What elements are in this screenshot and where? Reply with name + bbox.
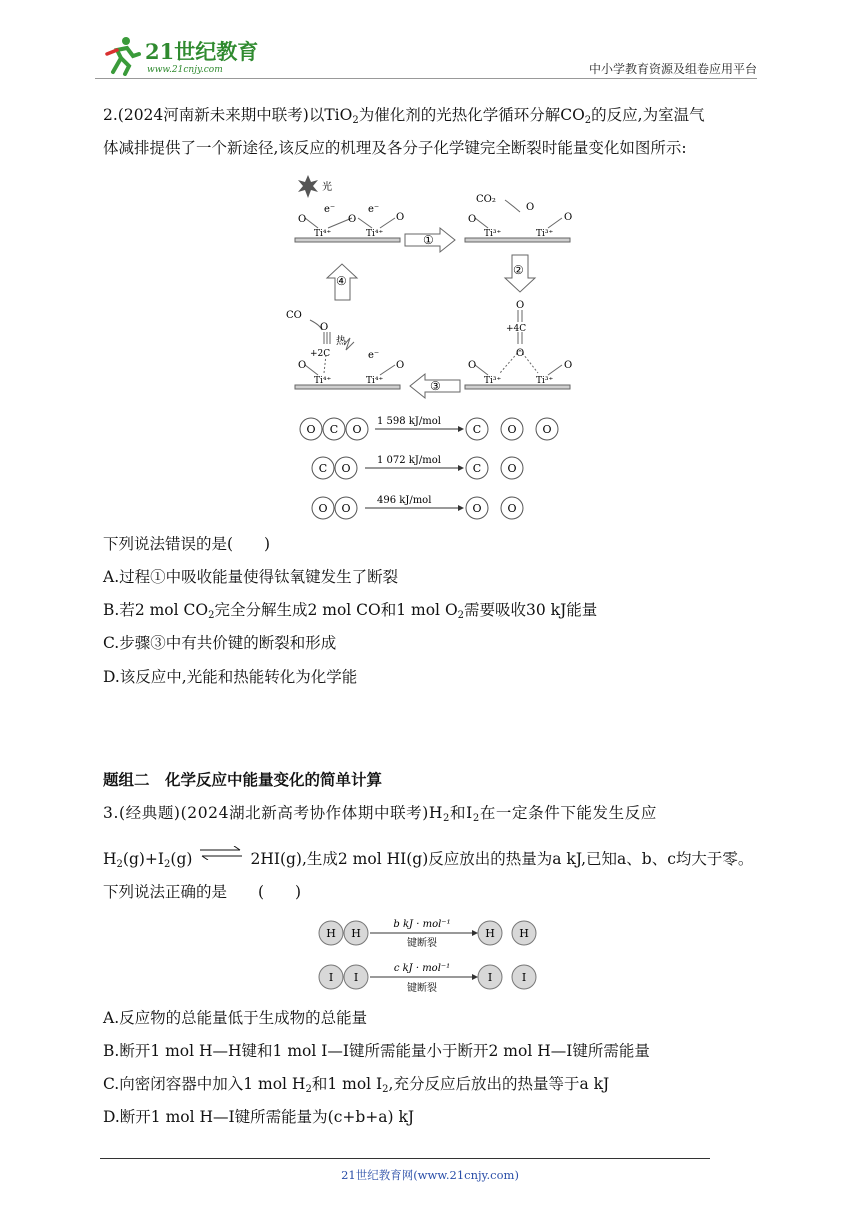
ti3-label: Ti³⁺ [484,376,502,386]
site-logo [95,32,265,76]
runner-icon [107,37,139,74]
curved-arrow [505,200,520,212]
heat-label: 热 [336,336,346,347]
step2-label: ② [513,263,524,277]
section-heading: 题组二 化学反应中能量变化的简单计算 [103,771,383,789]
atom-o: O [298,360,307,371]
atom-o: O [507,423,517,436]
hh-bond-energy: b kJ · mol⁻¹ [393,919,451,930]
q2-option-a: A.过程①中吸收能量使得钛氧键发生了断裂 [103,568,399,586]
atom-o: O [468,214,477,225]
step4-label: ④ [336,274,347,288]
light-burst-icon [298,175,318,198]
atom-h: H [519,927,529,940]
atom-o: O [472,502,482,515]
q3-option-c: C.向密闭容器中加入1 mol $H_2$和1 mol $I_2$,充分反应后放出的热量等于a kJ [103,1075,610,1095]
energy-label-co2: 1 598 kJ/mol [377,416,441,427]
atom-i: I [353,971,359,984]
footer-text[interactable]: 21世纪教育网(www.21cnjy.com) [341,1168,519,1182]
ii-break-label: 键断裂 [407,983,437,994]
q3-option-d: D.断开1 mol H—I键所需能量为(c+b+a) kJ [103,1108,415,1126]
atom-o: O [298,214,307,225]
q2-line2: 体减排提供了一个新途径,该反应的机理及各分子化学键完全断裂时能量变化如图所示: [103,139,687,157]
ti3-label: Ti³⁺ [484,229,502,239]
electron-label: e⁻ [368,204,380,215]
atom-i: I [521,971,527,984]
c4-label: +4C [506,324,527,334]
q2-mechanism-diagram [280,170,580,530]
atom-o: O [341,502,351,515]
q3-equation: $H_2(g)+I_2(g)$ 2HI(g),生成2 mol HI(g)反应放出的热量为a kJ,已知a、b、c均大于零。 [103,846,753,876]
step3-label: ③ [430,379,441,393]
co2-label: CO₂ [476,194,496,205]
ti3-label: Ti³⁺ [536,229,554,239]
atom-c: C [472,423,482,436]
catalyst-surface [465,238,570,242]
atom-o: O [468,360,477,371]
atom-o: O [352,423,362,436]
q3-line1: 3.(经典题)(2024湖北新高考协作体期中联考)$H_2$和$I_2$在一定条件下能发生反应 [103,804,657,824]
logo-text: 21世纪教育 [145,39,259,64]
electron-label: e⁻ [324,204,336,215]
atom-h: H [485,927,495,940]
page-header [95,30,757,80]
ti4-label: Ti⁴⁺ [366,229,384,239]
q3-option-b: B.断开1 mol H—H键和1 mol I—I键所需能量小于断开2 mol H—I键所需能量 [103,1042,650,1060]
atom-h: H [351,927,361,940]
atom-i: I [328,971,334,984]
atom-o: O [396,360,405,371]
catalyst-surface [295,238,400,242]
electron-label: e⁻ [368,350,380,361]
atom-o: O [564,360,573,371]
q3-bond-diagram [310,910,550,1000]
q2-stem: 下列说法错误的是( ) [103,535,271,553]
atom-o: O [507,502,517,515]
ti4-label: Ti⁴⁺ [366,376,384,386]
atom-o: O [318,502,328,515]
atom-c: C [318,462,328,475]
catalyst-surface [295,385,400,389]
atom-o: O [507,462,517,475]
atom-c: C [329,423,339,436]
co-label: CO [286,310,302,321]
atom-o: O [396,212,405,223]
c2-label: +2C [310,349,331,359]
atom-h: H [326,927,336,940]
atom-c: C [472,462,482,475]
q3-stem: 下列说法正确的是 ( ) [103,883,302,901]
ti3-label: Ti³⁺ [536,376,554,386]
ii-bond-energy: c kJ · mol⁻¹ [393,963,451,974]
footer-divider [100,1158,710,1159]
q2-line1: 2.(2024河南新未来期中联考)以TiO$_2$为催化剂的光热化学循环分解$CO_2$的反应,为室温气 [103,106,705,126]
catalyst-surface [465,385,570,389]
atom-o: O [516,348,525,359]
atom-o: O [348,214,357,225]
light-label: 光 [322,182,332,193]
platform-name: 中小学教育资源及组卷应用平台 [588,62,757,76]
q2-option-c: C.步骤③中有共价键的断裂和形成 [103,634,337,652]
energy-label-co: 1 072 kJ/mol [377,455,441,466]
logo-url: www.21cnjy.com [147,65,223,75]
q2-option-d: D.该反应中,光能和热能转化为化学能 [103,668,358,686]
atom-o: O [320,322,329,333]
atom-o: O [306,423,316,436]
step1-label: ① [423,233,434,247]
hh-break-label: 键断裂 [407,938,437,949]
q2-option-b: B.若2 mol $CO_2$完全分解生成2 mol CO和1 mol $O_2$需要吸收30 kJ能量 [103,601,598,621]
equilibrium-arrow-icon [198,846,244,860]
atom-o: O [542,423,552,436]
header-divider [95,78,757,79]
atom-o: O [564,212,573,223]
ti4-label: Ti⁴⁺ [314,229,332,239]
ti4-label: Ti⁴⁺ [314,376,332,386]
atom-o: O [516,300,525,311]
energy-label-o2: 496 kJ/mol [377,495,432,506]
atom-o: O [526,202,535,213]
atom-o: O [341,462,351,475]
atom-i: I [487,971,493,984]
q3-option-a: A.反应物的总能量低于生成物的总能量 [103,1009,368,1027]
